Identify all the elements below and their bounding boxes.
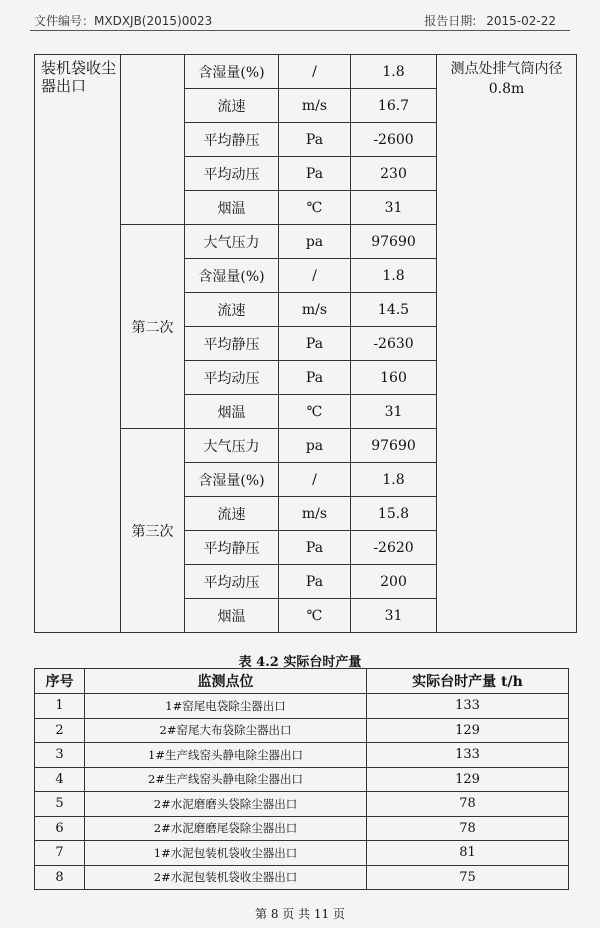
parameter-value: -2620 <box>351 531 437 565</box>
parameter-value: 1.8 <box>351 259 437 293</box>
parameter-value: 230 <box>351 157 437 191</box>
hourly-output: 133 <box>367 743 569 768</box>
hourly-output: 78 <box>367 816 569 841</box>
parameter-name: 大气压力 <box>185 225 279 259</box>
parameter-value: 14.5 <box>351 293 437 327</box>
page-header <box>34 8 566 30</box>
production-row <box>35 743 569 768</box>
row-number: 8 <box>35 865 85 890</box>
parameter-name: 流速 <box>185 89 279 123</box>
monitoring-point: 2#生产线窑头静电除尘器出口 <box>85 767 367 792</box>
row-number: 2 <box>35 718 85 743</box>
parameter-value: 15.8 <box>351 497 437 531</box>
parameter-unit: ℃ <box>279 395 351 429</box>
parameter-unit: Pa <box>279 123 351 157</box>
production-table-caption: 表 4.2 实际台时产量 <box>238 655 362 670</box>
parameter-value: -2630 <box>351 327 437 361</box>
hourly-output: 78 <box>367 792 569 817</box>
measurement-table <box>34 54 577 633</box>
production-row <box>35 792 569 817</box>
report-date-label: 报告日期: <box>424 14 477 28</box>
parameter-unit: / <box>279 259 351 293</box>
parameter-unit: / <box>279 55 351 89</box>
monitoring-point: 1#水泥包装机袋收尘器出口 <box>85 841 367 866</box>
production-row <box>35 841 569 866</box>
hourly-output: 75 <box>367 865 569 890</box>
sampling-round: 第三次 <box>121 429 185 633</box>
parameter-value: 16.7 <box>351 89 437 123</box>
hourly-output: 129 <box>367 767 569 792</box>
parameter-name: 平均动压 <box>185 157 279 191</box>
hourly-output: 133 <box>367 694 569 719</box>
parameter-name: 平均动压 <box>185 565 279 599</box>
monitoring-location: 装机袋收尘器出口 <box>35 55 121 633</box>
production-row <box>35 767 569 792</box>
parameter-value: 31 <box>351 395 437 429</box>
row-number: 7 <box>35 841 85 866</box>
parameter-value: 160 <box>351 361 437 395</box>
report-date: 2015-02-22 <box>486 14 556 28</box>
row-number: 4 <box>35 767 85 792</box>
parameter-value: 97690 <box>351 429 437 463</box>
parameter-name: 含湿量(%) <box>185 55 279 89</box>
production-row <box>35 694 569 719</box>
row-number: 5 <box>35 792 85 817</box>
row-number: 3 <box>35 743 85 768</box>
row-number: 1 <box>35 694 85 719</box>
row-number: 6 <box>35 816 85 841</box>
parameter-name: 平均静压 <box>185 531 279 565</box>
header-point: 监测点位 <box>85 669 367 694</box>
parameter-unit: pa <box>279 225 351 259</box>
parameter-name: 平均静压 <box>185 327 279 361</box>
parameter-name: 流速 <box>185 497 279 531</box>
parameter-value: -2600 <box>351 123 437 157</box>
parameter-unit: m/s <box>279 497 351 531</box>
report-date-block <box>424 12 556 29</box>
parameter-value: 200 <box>351 565 437 599</box>
parameter-unit: m/s <box>279 293 351 327</box>
parameter-name: 平均静压 <box>185 123 279 157</box>
parameter-value: 97690 <box>351 225 437 259</box>
production-row <box>35 816 569 841</box>
parameter-unit: Pa <box>279 157 351 191</box>
parameter-value: 31 <box>351 191 437 225</box>
file-number: 文件编号：MXDXJB(2015)0023 <box>34 14 213 28</box>
parameter-value: 1.8 <box>351 463 437 497</box>
hourly-output: 81 <box>367 841 569 866</box>
parameter-name: 平均动压 <box>185 361 279 395</box>
header-output: 实际台时产量 t/h <box>367 669 569 694</box>
parameter-value: 31 <box>351 599 437 633</box>
parameter-name: 烟温 <box>185 599 279 633</box>
monitoring-point: 1#生产线窑头静电除尘器出口 <box>85 743 367 768</box>
sampling-round <box>121 55 185 225</box>
parameter-unit: Pa <box>279 361 351 395</box>
parameter-unit: Pa <box>279 327 351 361</box>
monitoring-point: 2#水泥磨磨头袋除尘器出口 <box>85 792 367 817</box>
parameter-name: 流速 <box>185 293 279 327</box>
parameter-name: 大气压力 <box>185 429 279 463</box>
production-row <box>35 718 569 743</box>
parameter-name: 烟温 <box>185 395 279 429</box>
parameter-value: 1.8 <box>351 55 437 89</box>
production-row <box>35 865 569 890</box>
parameter-unit: m/s <box>279 89 351 123</box>
parameter-name: 烟温 <box>185 191 279 225</box>
hourly-output: 129 <box>367 718 569 743</box>
monitoring-point: 2#水泥磨磨尾袋除尘器出口 <box>85 816 367 841</box>
parameter-unit: ℃ <box>279 599 351 633</box>
parameter-name: 含湿量(%) <box>185 259 279 293</box>
measurement-note: 测点处排气筒内径 0.8m <box>437 55 577 633</box>
sampling-round: 第二次 <box>121 225 185 429</box>
parameter-unit: Pa <box>279 531 351 565</box>
page-number: 第 8 页 共 11 页 <box>255 907 345 921</box>
measurement-row <box>35 55 577 89</box>
production-header-row <box>35 669 569 694</box>
monitoring-point: 2#水泥包装机袋收尘器出口 <box>85 865 367 890</box>
production-table <box>34 668 569 890</box>
monitoring-point: 2#窑尾大布袋除尘器出口 <box>85 718 367 743</box>
parameter-unit: pa <box>279 429 351 463</box>
header-divider <box>30 30 570 31</box>
monitoring-point: 1#窑尾电袋除尘器出口 <box>85 694 367 719</box>
header-no: 序号 <box>35 669 85 694</box>
parameter-unit: ℃ <box>279 191 351 225</box>
parameter-unit: Pa <box>279 565 351 599</box>
parameter-name: 含湿量(%) <box>185 463 279 497</box>
parameter-unit: / <box>279 463 351 497</box>
